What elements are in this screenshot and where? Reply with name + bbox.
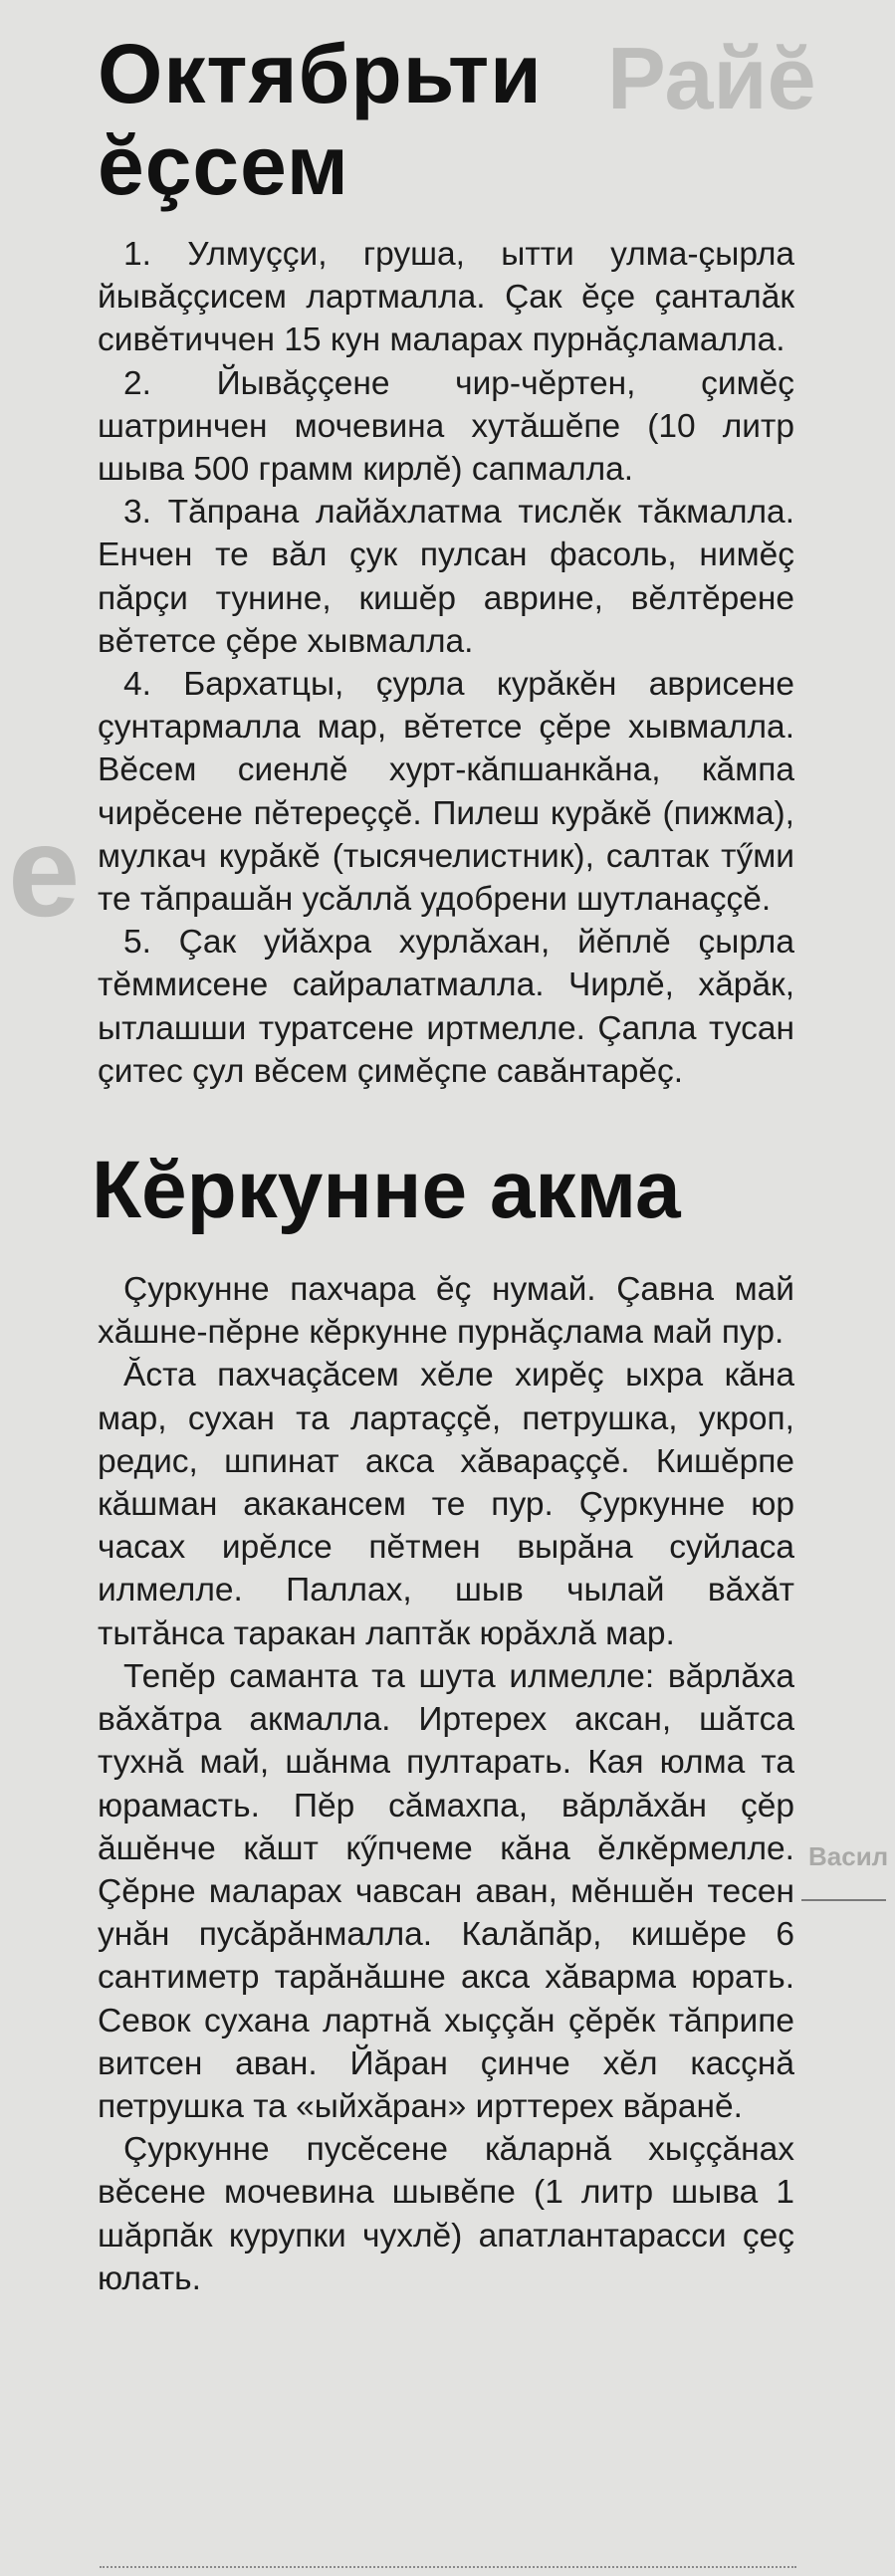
title-line-2: ĕçсем xyxy=(98,118,349,212)
bleed-letter-e: е xyxy=(8,798,81,944)
paragraph-3: 3. Тăпрана лайăхлатма тислĕк тăкмалла. Енчен те вăл çук пулсан фасоль, нимĕç пăрçи тунине, кишĕр аврине, вĕлтĕрене вĕтетсе çĕре хывмалла. xyxy=(98,494,794,660)
section-title: Кĕркунне акма xyxy=(92,1145,681,1236)
section-october-tasks xyxy=(98,28,794,1093)
bleed-heading-top: Райĕ xyxy=(607,29,816,127)
paragraph-2: Ăста пахчаçăсем хĕле хирĕç ыхра кăна мар, сухан та лартаççĕ, петрушка, укроп, редис, шпинат акса хăвараççĕ. Кишĕрпе кăшман акакансем те пур. Çуркунне юр часах ирĕлсе пĕтмен вырăна суйласа илмелле. Паллах, шыв чылай вăхăт тытăнса таракан лаптăк юрăхлă мар. xyxy=(98,1357,794,1652)
bleed-word-vasil: Васил xyxy=(808,1841,889,1871)
column-dash-mark xyxy=(801,1899,886,1901)
article-column xyxy=(92,27,794,2300)
title-line-1: Октябрьти xyxy=(98,27,543,120)
section-autumn-sowing xyxy=(92,1141,794,2300)
paragraph-1: 1. Улмуççи, груша, ытти улма-çырла йывăççисем лартмалла. Çак ĕçе çанталăк сивĕтиччен 15 кун маларах пурнăçламалла. xyxy=(98,236,794,359)
paragraph-5: 5. Çак уйăхра хурлăхан, йĕплĕ çырла тĕммисене сайралатмалла. Чирлĕ, хăрăк, ытлашши туратсене иртмелле. Çапла тусан çитес çул вĕсем çимĕçпе савăнтарĕç. xyxy=(98,924,794,1090)
paragraph-3: Тепĕр саманта та шута илмелле: вăрлăха вăхăтра акмалла. Иртерех аксан, шăтса тухнă май, шăнма пултарать. Кая юлма та юрамасть. Пĕр сăмахпа, вăрлăхăн çĕр ăшĕнче кăшт кӳпчеме кăна ĕлкĕрмелле. Çĕрне маларах чавсан аван, мĕншĕн тесен унăн пусăрăнмалла. Калăпăр, кишĕре 6 сантиметр тарăнăшне акса хăварма юрать. Севок сухана лартнă хыççăн çĕрĕк тăприпе витсен аван. Йăран çинче хĕл касçнă петрушка та «ыйхăран» ирттерех вăранĕ. xyxy=(98,1657,794,2125)
paragraph-4: Çуркунне пусĕсене кăларнă хыççăнах вĕсене мочевина шывĕпе (1 литр шыва 1 шăрпăк курупки чухлĕ) апатлантарасси çеç юлать. xyxy=(98,2131,794,2297)
section-title xyxy=(98,28,794,211)
bottom-dotted-rule xyxy=(100,2566,796,2568)
paragraph-2: 2. Йывăççене чир-чĕртен, çимĕç шатринчен мочевина хутăшĕпе (10 литр шыва 500 грамм кирлĕ) сапмалла. xyxy=(98,364,794,489)
paragraph-4: 4. Бархатцы, çурла курăкĕн аврисене çунтармалла мар, вĕтетсе çĕре хывмалла. Вĕсем сиенлĕ хурт-кăпшанкăна, кăмпа чирĕсене пĕтереççĕ. Пилеш курăкĕ (пижма), мулкач курăкĕ (тысячелистник), салтак тӳми те тăпрашăн усăллă удобрени шутланаççĕ. xyxy=(98,666,794,919)
paragraph-1: Çуркунне пахчара ĕç нумай. Çавна май хăшне-пĕрне кĕркунне пурнăçлама май пур. xyxy=(98,1271,794,1352)
